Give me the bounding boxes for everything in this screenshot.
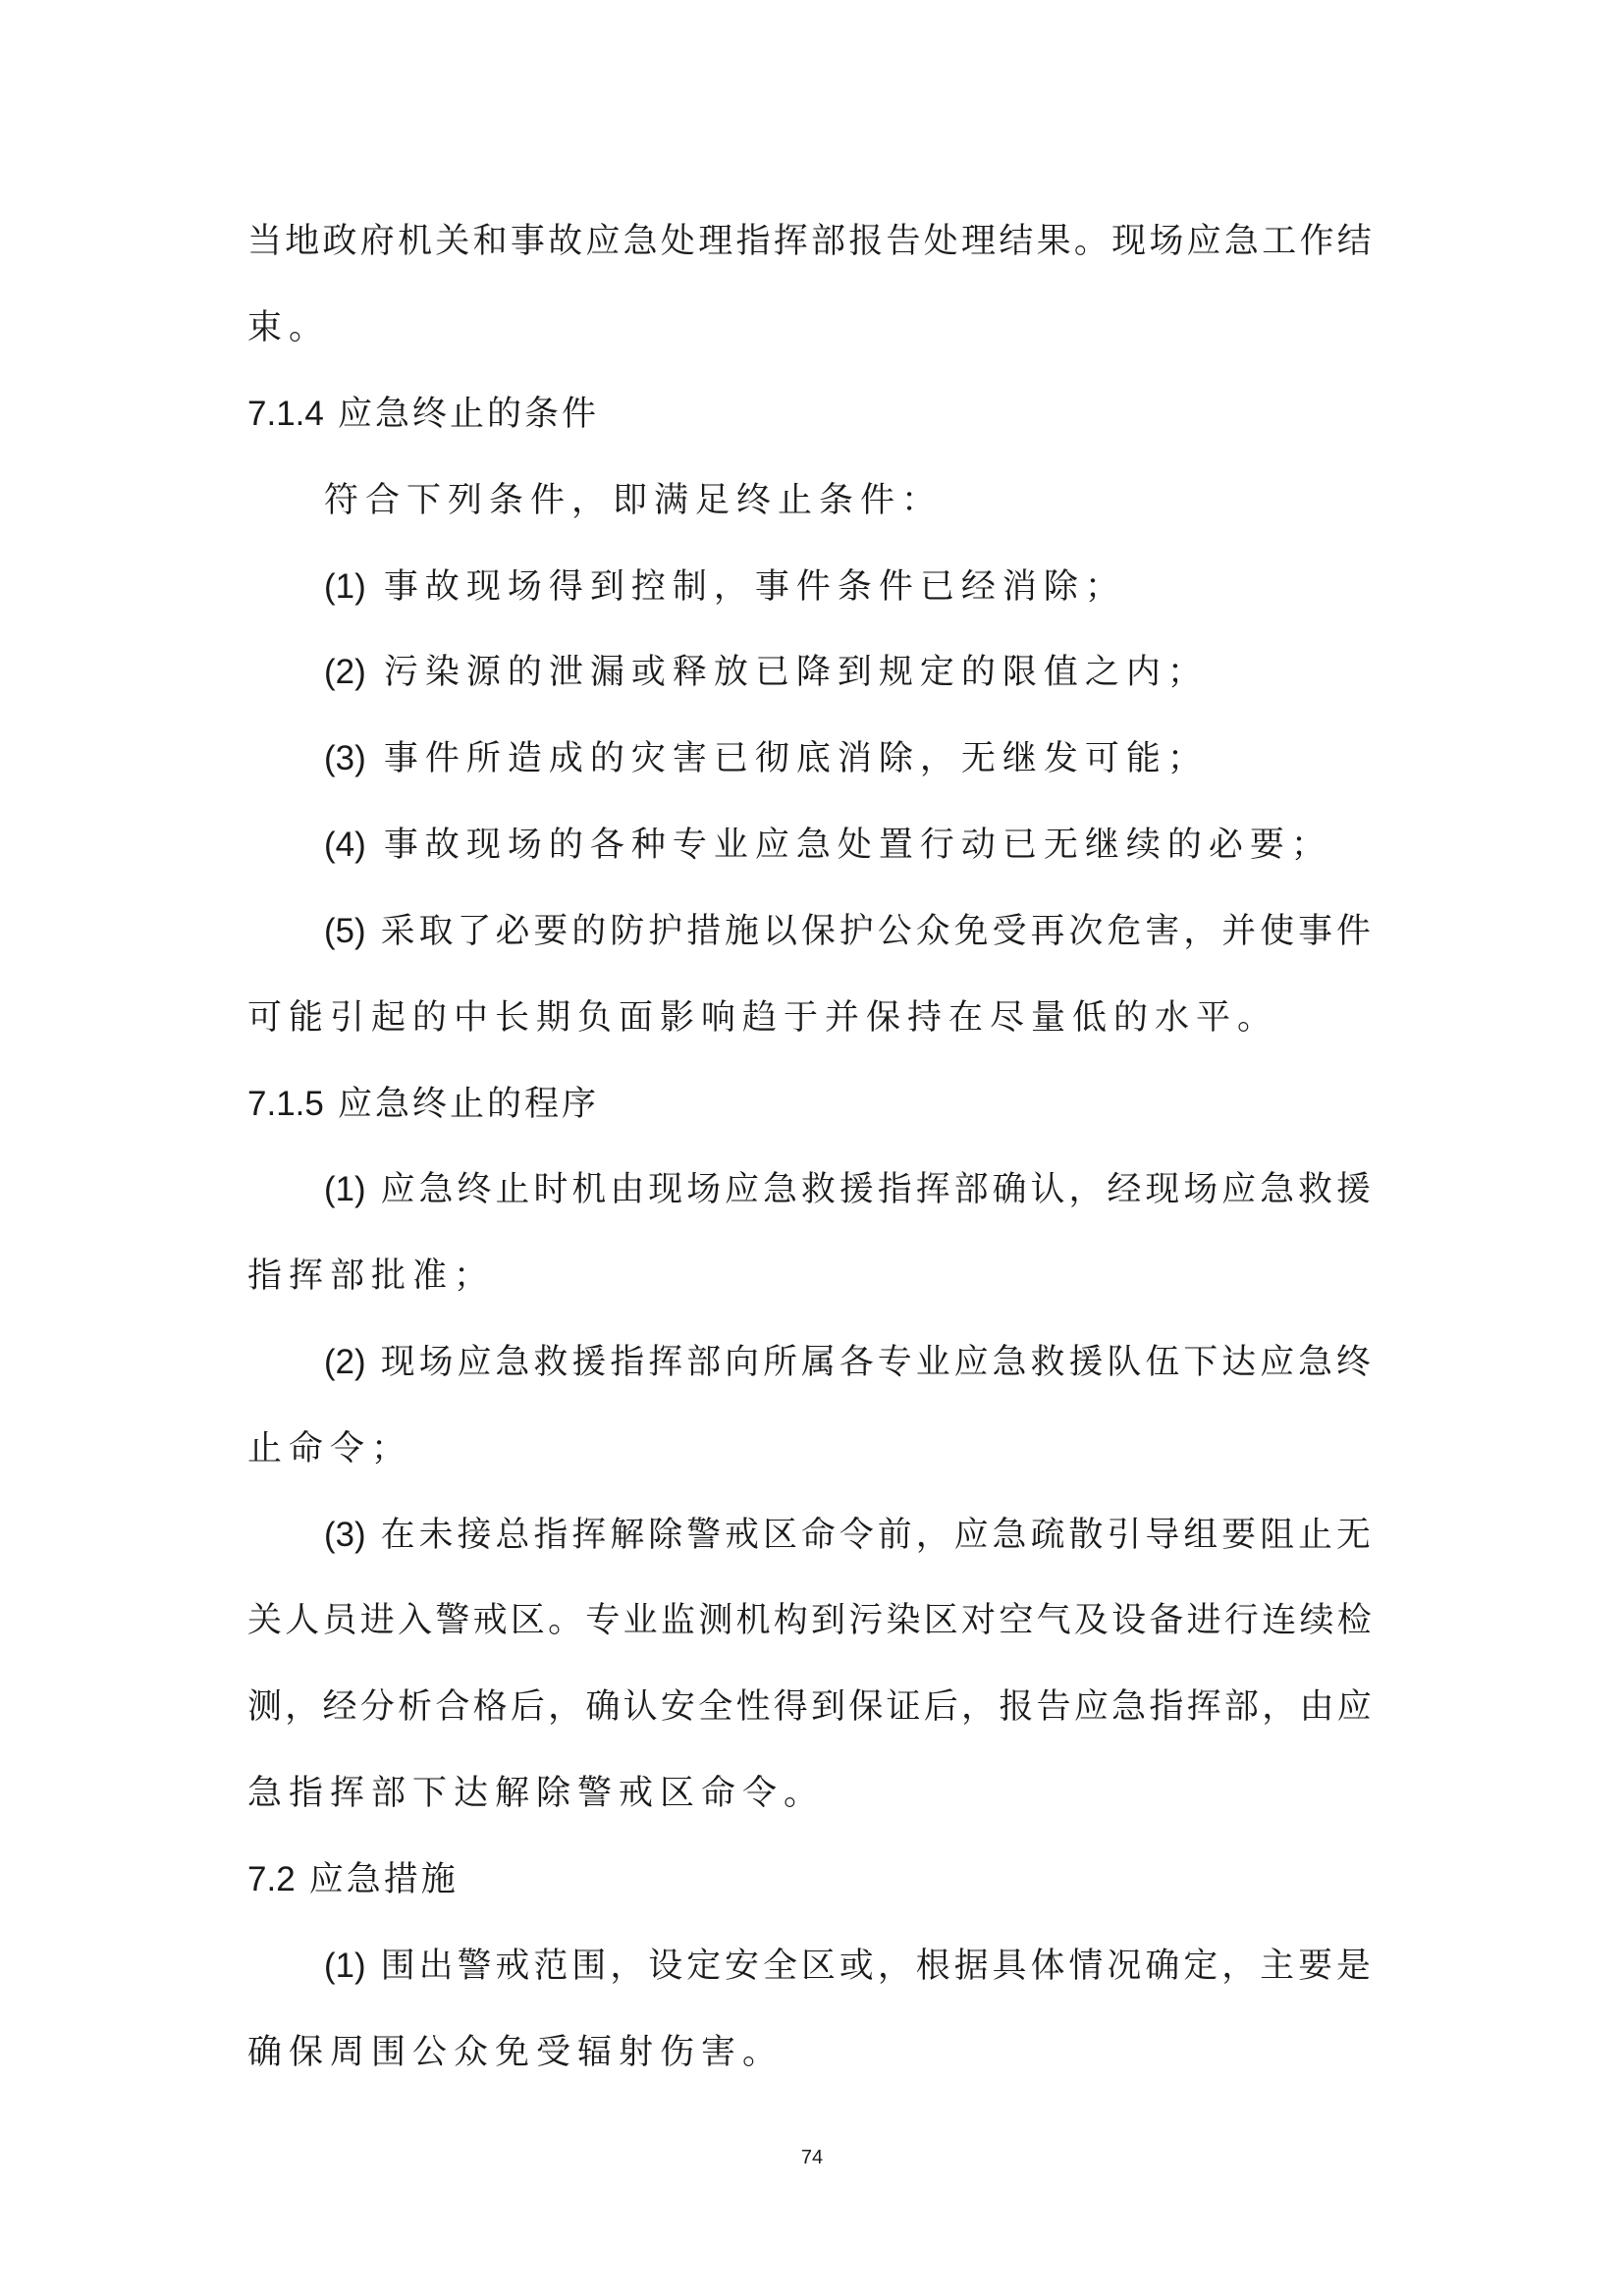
paragraph-line: 测，经分析合格后，确认安全性得到保证后，报告应急指挥部，由应 (247, 1687, 1375, 1727)
heading-title: 应急措施 (308, 1860, 459, 1899)
paragraph-line: 束。 (247, 308, 331, 347)
list-item-text: 事件所造成的灾害已彻底消除，无继发可能； (383, 739, 1209, 778)
list-item (324, 910, 1375, 953)
paragraph-line: 止命令； (247, 1429, 413, 1468)
list-item (324, 824, 1332, 867)
list-item (324, 1341, 1375, 1384)
list-item-text: 现场应急救援指挥部向所属各专业应急救援队伍下达应急终 (380, 1343, 1375, 1382)
list-item (324, 565, 1126, 609)
list-marker: (1) (324, 1947, 366, 1985)
list-marker: (1) (324, 1170, 366, 1208)
paragraph-line: 符合下列条件，即满足终止条件： (324, 481, 944, 520)
list-item-text: 应急终止时机由现场应急救援指挥部确认，经现场应急救援 (380, 1170, 1375, 1209)
paragraph-line: 当地政府机关和事故应急处理指挥部报告处理结果。现场应急工作结 (247, 222, 1375, 261)
list-item-text: 在未接总指挥解除警戒区命令前，应急疏散引导组要阻止无 (380, 1516, 1375, 1555)
paragraph-line: 急指挥部下达解除警戒区命令。 (247, 1774, 826, 1813)
list-item-text: 围出警戒范围，设定安全区或，根据具体情况确定，主要是 (380, 1947, 1375, 1986)
heading-title: 应急终止的程序 (338, 1085, 600, 1124)
paragraph-line: 可能引起的中长期负面影响趋于并保持在尽量低的水平。 (247, 998, 1279, 1038)
list-item-text: 事故现场的各种专业应急处置行动已无继续的必要； (383, 826, 1332, 865)
section-heading-7-1-5 (247, 1083, 599, 1126)
section-heading-7-2 (247, 1858, 459, 1901)
list-item (324, 1168, 1375, 1211)
paragraph-line: 关人员进入警戒区。专业监测机构到污染区对空气及设备进行连续检 (247, 1601, 1375, 1640)
list-item (324, 651, 1209, 694)
list-marker: (2) (324, 653, 366, 691)
list-item-text: 采取了必要的防护措施以保护公众免受再次危害，并使事件 (380, 912, 1375, 951)
page-number: 74 (800, 2147, 824, 2168)
heading-title: 应急终止的条件 (338, 395, 600, 434)
list-marker: (3) (324, 1516, 366, 1554)
list-marker: (1) (324, 567, 366, 606)
heading-number: 7.1.5 (247, 1085, 324, 1123)
list-item (324, 1945, 1375, 1988)
heading-number: 7.2 (247, 1860, 296, 1898)
list-item (324, 1514, 1375, 1557)
heading-number: 7.1.4 (247, 395, 324, 433)
list-marker: (4) (324, 826, 366, 864)
list-item-text: 事故现场得到控制，事件条件已经消除； (383, 567, 1126, 607)
list-marker: (2) (324, 1343, 366, 1381)
paragraph-line: 指挥部批准； (247, 1256, 496, 1296)
list-marker: (5) (324, 912, 366, 950)
paragraph-line: 确保周围公众免受辐射伤害。 (247, 2033, 785, 2072)
section-heading-7-1-4 (247, 393, 599, 436)
list-item-text: 污染源的泄漏或释放已降到规定的限值之内； (383, 653, 1209, 692)
list-item (324, 737, 1209, 780)
list-marker: (3) (324, 739, 366, 777)
